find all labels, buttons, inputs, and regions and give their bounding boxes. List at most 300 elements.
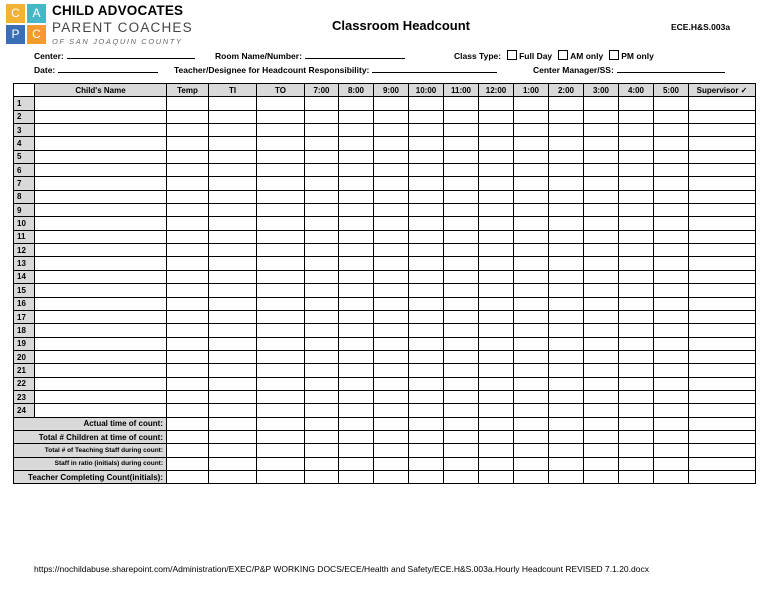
entry-cell[interactable]	[514, 177, 549, 190]
entry-cell[interactable]	[167, 364, 209, 377]
entry-cell[interactable]	[209, 324, 257, 337]
entry-cell[interactable]	[409, 244, 444, 257]
entry-cell[interactable]	[444, 377, 479, 390]
entry-cell[interactable]	[209, 364, 257, 377]
entry-cell[interactable]	[339, 337, 374, 350]
entry-cell[interactable]	[209, 190, 257, 203]
entry-cell[interactable]	[689, 310, 756, 323]
entry-cell[interactable]	[654, 257, 689, 270]
entry-cell[interactable]	[619, 390, 654, 403]
summary-cell[interactable]	[689, 470, 756, 483]
entry-cell[interactable]	[257, 164, 305, 177]
summary-cell[interactable]	[479, 470, 514, 483]
entry-cell[interactable]	[689, 404, 756, 417]
entry-cell[interactable]	[257, 337, 305, 350]
entry-cell[interactable]	[654, 230, 689, 243]
entry-cell[interactable]	[689, 124, 756, 137]
entry-cell[interactable]	[654, 124, 689, 137]
entry-cell[interactable]	[374, 297, 409, 310]
entry-cell[interactable]	[374, 217, 409, 230]
summary-cell[interactable]	[514, 457, 549, 470]
entry-cell[interactable]	[35, 270, 167, 283]
summary-cell[interactable]	[444, 417, 479, 430]
entry-cell[interactable]	[549, 137, 584, 150]
entry-cell[interactable]	[549, 297, 584, 310]
entry-cell[interactable]	[444, 390, 479, 403]
entry-cell[interactable]	[409, 297, 444, 310]
entry-cell[interactable]	[584, 377, 619, 390]
summary-cell[interactable]	[305, 470, 339, 483]
entry-cell[interactable]	[339, 190, 374, 203]
entry-cell[interactable]	[305, 350, 339, 363]
summary-cell[interactable]	[654, 417, 689, 430]
summary-cell[interactable]	[654, 457, 689, 470]
entry-cell[interactable]	[689, 297, 756, 310]
entry-cell[interactable]	[257, 297, 305, 310]
entry-cell[interactable]	[654, 337, 689, 350]
entry-cell[interactable]	[209, 257, 257, 270]
entry-cell[interactable]	[209, 337, 257, 350]
entry-cell[interactable]	[689, 244, 756, 257]
summary-cell[interactable]	[339, 444, 374, 457]
entry-cell[interactable]	[479, 364, 514, 377]
entry-cell[interactable]	[257, 217, 305, 230]
summary-cell[interactable]	[374, 444, 409, 457]
entry-cell[interactable]	[444, 204, 479, 217]
entry-cell[interactable]	[654, 350, 689, 363]
entry-cell[interactable]	[209, 230, 257, 243]
summary-cell[interactable]	[257, 457, 305, 470]
entry-cell[interactable]	[584, 284, 619, 297]
entry-cell[interactable]	[167, 230, 209, 243]
entry-cell[interactable]	[167, 377, 209, 390]
entry-cell[interactable]	[514, 230, 549, 243]
entry-cell[interactable]	[167, 124, 209, 137]
summary-cell[interactable]	[409, 470, 444, 483]
entry-cell[interactable]	[374, 310, 409, 323]
summary-cell[interactable]	[409, 444, 444, 457]
entry-cell[interactable]	[305, 177, 339, 190]
entry-cell[interactable]	[584, 164, 619, 177]
summary-cell[interactable]	[305, 444, 339, 457]
entry-cell[interactable]	[479, 324, 514, 337]
center-blank[interactable]	[67, 50, 195, 59]
entry-cell[interactable]	[689, 390, 756, 403]
entry-cell[interactable]	[549, 230, 584, 243]
entry-cell[interactable]	[305, 284, 339, 297]
entry-cell[interactable]	[257, 204, 305, 217]
entry-cell[interactable]	[654, 204, 689, 217]
summary-cell[interactable]	[305, 430, 339, 443]
entry-cell[interactable]	[167, 137, 209, 150]
entry-cell[interactable]	[654, 164, 689, 177]
entry-cell[interactable]	[35, 110, 167, 123]
entry-cell[interactable]	[619, 324, 654, 337]
entry-cell[interactable]	[35, 217, 167, 230]
entry-cell[interactable]	[339, 284, 374, 297]
entry-cell[interactable]	[689, 164, 756, 177]
entry-cell[interactable]	[374, 364, 409, 377]
entry-cell[interactable]	[584, 324, 619, 337]
entry-cell[interactable]	[444, 217, 479, 230]
entry-cell[interactable]	[374, 97, 409, 110]
summary-cell[interactable]	[209, 470, 257, 483]
entry-cell[interactable]	[409, 150, 444, 163]
summary-cell[interactable]	[374, 417, 409, 430]
entry-cell[interactable]	[689, 257, 756, 270]
summary-cell[interactable]	[549, 417, 584, 430]
entry-cell[interactable]	[305, 217, 339, 230]
entry-cell[interactable]	[479, 390, 514, 403]
entry-cell[interactable]	[305, 297, 339, 310]
entry-cell[interactable]	[444, 310, 479, 323]
entry-cell[interactable]	[35, 324, 167, 337]
entry-cell[interactable]	[619, 377, 654, 390]
entry-cell[interactable]	[339, 310, 374, 323]
entry-cell[interactable]	[35, 257, 167, 270]
entry-cell[interactable]	[339, 97, 374, 110]
entry-cell[interactable]	[619, 137, 654, 150]
entry-cell[interactable]	[209, 177, 257, 190]
entry-cell[interactable]	[374, 230, 409, 243]
entry-cell[interactable]	[514, 150, 549, 163]
summary-cell[interactable]	[514, 444, 549, 457]
entry-cell[interactable]	[35, 230, 167, 243]
entry-cell[interactable]	[689, 337, 756, 350]
entry-cell[interactable]	[257, 404, 305, 417]
entry-cell[interactable]	[409, 377, 444, 390]
entry-cell[interactable]	[374, 110, 409, 123]
entry-cell[interactable]	[549, 97, 584, 110]
summary-cell[interactable]	[549, 444, 584, 457]
entry-cell[interactable]	[619, 164, 654, 177]
entry-cell[interactable]	[167, 337, 209, 350]
summary-cell[interactable]	[619, 457, 654, 470]
summary-cell[interactable]	[167, 470, 209, 483]
entry-cell[interactable]	[35, 297, 167, 310]
summary-cell[interactable]	[409, 430, 444, 443]
entry-cell[interactable]	[409, 97, 444, 110]
entry-cell[interactable]	[619, 217, 654, 230]
entry-cell[interactable]	[584, 137, 619, 150]
entry-cell[interactable]	[584, 190, 619, 203]
entry-cell[interactable]	[514, 244, 549, 257]
entry-cell[interactable]	[479, 404, 514, 417]
entry-cell[interactable]	[479, 97, 514, 110]
manager-field[interactable]	[533, 64, 725, 75]
entry-cell[interactable]	[339, 244, 374, 257]
entry-cell[interactable]	[549, 284, 584, 297]
entry-cell[interactable]	[479, 190, 514, 203]
entry-cell[interactable]	[305, 337, 339, 350]
entry-cell[interactable]	[514, 110, 549, 123]
summary-cell[interactable]	[584, 430, 619, 443]
entry-cell[interactable]	[167, 217, 209, 230]
entry-cell[interactable]	[35, 337, 167, 350]
entry-cell[interactable]	[35, 364, 167, 377]
entry-cell[interactable]	[654, 310, 689, 323]
entry-cell[interactable]	[689, 270, 756, 283]
entry-cell[interactable]	[167, 110, 209, 123]
entry-cell[interactable]	[514, 284, 549, 297]
manager-blank[interactable]	[617, 64, 725, 73]
entry-cell[interactable]	[339, 177, 374, 190]
summary-cell[interactable]	[479, 457, 514, 470]
entry-cell[interactable]	[689, 217, 756, 230]
entry-cell[interactable]	[549, 164, 584, 177]
entry-cell[interactable]	[479, 284, 514, 297]
entry-cell[interactable]	[514, 124, 549, 137]
entry-cell[interactable]	[209, 310, 257, 323]
entry-cell[interactable]	[619, 204, 654, 217]
summary-cell[interactable]	[167, 457, 209, 470]
entry-cell[interactable]	[305, 364, 339, 377]
entry-cell[interactable]	[479, 310, 514, 323]
entry-cell[interactable]	[584, 244, 619, 257]
entry-cell[interactable]	[409, 270, 444, 283]
entry-cell[interactable]	[305, 110, 339, 123]
entry-cell[interactable]	[35, 164, 167, 177]
entry-cell[interactable]	[167, 284, 209, 297]
entry-cell[interactable]	[479, 297, 514, 310]
summary-cell[interactable]	[257, 430, 305, 443]
summary-cell[interactable]	[209, 417, 257, 430]
summary-cell[interactable]	[444, 430, 479, 443]
entry-cell[interactable]	[619, 97, 654, 110]
entry-cell[interactable]	[409, 230, 444, 243]
summary-cell[interactable]	[584, 470, 619, 483]
entry-cell[interactable]	[479, 177, 514, 190]
summary-cell[interactable]	[339, 417, 374, 430]
entry-cell[interactable]	[619, 150, 654, 163]
entry-cell[interactable]	[339, 204, 374, 217]
entry-cell[interactable]	[35, 150, 167, 163]
entry-cell[interactable]	[257, 137, 305, 150]
entry-cell[interactable]	[514, 257, 549, 270]
entry-cell[interactable]	[654, 217, 689, 230]
summary-cell[interactable]	[167, 444, 209, 457]
entry-cell[interactable]	[514, 164, 549, 177]
entry-cell[interactable]	[409, 137, 444, 150]
entry-cell[interactable]	[305, 230, 339, 243]
entry-cell[interactable]	[619, 270, 654, 283]
entry-cell[interactable]	[584, 177, 619, 190]
entry-cell[interactable]	[619, 404, 654, 417]
entry-cell[interactable]	[409, 204, 444, 217]
entry-cell[interactable]	[689, 177, 756, 190]
entry-cell[interactable]	[654, 150, 689, 163]
entry-cell[interactable]	[479, 244, 514, 257]
entry-cell[interactable]	[305, 150, 339, 163]
entry-cell[interactable]	[409, 190, 444, 203]
entry-cell[interactable]	[257, 124, 305, 137]
entry-cell[interactable]	[619, 257, 654, 270]
entry-cell[interactable]	[339, 377, 374, 390]
entry-cell[interactable]	[374, 164, 409, 177]
entry-cell[interactable]	[584, 110, 619, 123]
entry-cell[interactable]	[209, 377, 257, 390]
entry-cell[interactable]	[619, 284, 654, 297]
entry-cell[interactable]	[257, 364, 305, 377]
entry-cell[interactable]	[444, 324, 479, 337]
entry-cell[interactable]	[444, 97, 479, 110]
full-day-checkbox[interactable]	[507, 50, 517, 60]
summary-cell[interactable]	[479, 430, 514, 443]
entry-cell[interactable]	[35, 204, 167, 217]
summary-cell[interactable]	[339, 470, 374, 483]
summary-cell[interactable]	[654, 444, 689, 457]
entry-cell[interactable]	[654, 110, 689, 123]
entry-cell[interactable]	[339, 270, 374, 283]
entry-cell[interactable]	[654, 324, 689, 337]
entry-cell[interactable]	[444, 164, 479, 177]
entry-cell[interactable]	[374, 190, 409, 203]
summary-cell[interactable]	[409, 417, 444, 430]
entry-cell[interactable]	[549, 124, 584, 137]
summary-cell[interactable]	[479, 417, 514, 430]
entry-cell[interactable]	[339, 404, 374, 417]
summary-cell[interactable]	[339, 457, 374, 470]
entry-cell[interactable]	[444, 244, 479, 257]
entry-cell[interactable]	[444, 270, 479, 283]
entry-cell[interactable]	[305, 404, 339, 417]
entry-cell[interactable]	[209, 150, 257, 163]
entry-cell[interactable]	[209, 404, 257, 417]
entry-cell[interactable]	[167, 350, 209, 363]
summary-cell[interactable]	[444, 457, 479, 470]
entry-cell[interactable]	[549, 310, 584, 323]
entry-cell[interactable]	[409, 177, 444, 190]
entry-cell[interactable]	[257, 377, 305, 390]
entry-cell[interactable]	[339, 350, 374, 363]
entry-cell[interactable]	[444, 230, 479, 243]
entry-cell[interactable]	[444, 297, 479, 310]
entry-cell[interactable]	[444, 350, 479, 363]
summary-cell[interactable]	[167, 430, 209, 443]
entry-cell[interactable]	[479, 124, 514, 137]
entry-cell[interactable]	[167, 270, 209, 283]
entry-cell[interactable]	[257, 390, 305, 403]
summary-cell[interactable]	[584, 457, 619, 470]
entry-cell[interactable]	[514, 337, 549, 350]
summary-cell[interactable]	[654, 430, 689, 443]
date-blank[interactable]	[58, 64, 158, 73]
entry-cell[interactable]	[514, 217, 549, 230]
pm-only-checkbox[interactable]	[609, 50, 619, 60]
entry-cell[interactable]	[409, 164, 444, 177]
entry-cell[interactable]	[339, 257, 374, 270]
summary-cell[interactable]	[339, 430, 374, 443]
entry-cell[interactable]	[444, 284, 479, 297]
entry-cell[interactable]	[35, 124, 167, 137]
entry-cell[interactable]	[339, 217, 374, 230]
entry-cell[interactable]	[584, 257, 619, 270]
summary-cell[interactable]	[689, 417, 756, 430]
entry-cell[interactable]	[584, 270, 619, 283]
entry-cell[interactable]	[584, 297, 619, 310]
entry-cell[interactable]	[35, 137, 167, 150]
entry-cell[interactable]	[35, 350, 167, 363]
entry-cell[interactable]	[305, 164, 339, 177]
entry-cell[interactable]	[409, 217, 444, 230]
entry-cell[interactable]	[409, 364, 444, 377]
entry-cell[interactable]	[257, 190, 305, 203]
entry-cell[interactable]	[374, 377, 409, 390]
entry-cell[interactable]	[479, 230, 514, 243]
room-field[interactable]	[215, 50, 405, 61]
entry-cell[interactable]	[167, 257, 209, 270]
entry-cell[interactable]	[409, 124, 444, 137]
entry-cell[interactable]	[209, 97, 257, 110]
entry-cell[interactable]	[619, 177, 654, 190]
entry-cell[interactable]	[549, 150, 584, 163]
summary-cell[interactable]	[549, 430, 584, 443]
entry-cell[interactable]	[35, 244, 167, 257]
entry-cell[interactable]	[209, 124, 257, 137]
am-only-checkbox[interactable]	[558, 50, 568, 60]
entry-cell[interactable]	[619, 337, 654, 350]
entry-cell[interactable]	[514, 350, 549, 363]
entry-cell[interactable]	[654, 284, 689, 297]
entry-cell[interactable]	[409, 324, 444, 337]
summary-cell[interactable]	[305, 417, 339, 430]
entry-cell[interactable]	[654, 177, 689, 190]
entry-cell[interactable]	[514, 270, 549, 283]
entry-cell[interactable]	[584, 310, 619, 323]
entry-cell[interactable]	[339, 297, 374, 310]
summary-cell[interactable]	[209, 457, 257, 470]
summary-cell[interactable]	[619, 470, 654, 483]
entry-cell[interactable]	[514, 364, 549, 377]
entry-cell[interactable]	[549, 204, 584, 217]
entry-cell[interactable]	[549, 177, 584, 190]
entry-cell[interactable]	[209, 137, 257, 150]
entry-cell[interactable]	[209, 390, 257, 403]
entry-cell[interactable]	[339, 390, 374, 403]
entry-cell[interactable]	[167, 150, 209, 163]
entry-cell[interactable]	[584, 230, 619, 243]
entry-cell[interactable]	[619, 364, 654, 377]
entry-cell[interactable]	[584, 97, 619, 110]
summary-cell[interactable]	[584, 417, 619, 430]
entry-cell[interactable]	[654, 190, 689, 203]
entry-cell[interactable]	[167, 310, 209, 323]
entry-cell[interactable]	[409, 390, 444, 403]
entry-cell[interactable]	[409, 110, 444, 123]
entry-cell[interactable]	[305, 190, 339, 203]
entry-cell[interactable]	[167, 390, 209, 403]
summary-cell[interactable]	[689, 444, 756, 457]
entry-cell[interactable]	[619, 297, 654, 310]
entry-cell[interactable]	[35, 284, 167, 297]
summary-cell[interactable]	[167, 417, 209, 430]
entry-cell[interactable]	[374, 137, 409, 150]
entry-cell[interactable]	[549, 270, 584, 283]
entry-cell[interactable]	[35, 404, 167, 417]
entry-cell[interactable]	[514, 190, 549, 203]
entry-cell[interactable]	[479, 270, 514, 283]
summary-cell[interactable]	[374, 430, 409, 443]
entry-cell[interactable]	[549, 244, 584, 257]
summary-cell[interactable]	[689, 457, 756, 470]
entry-cell[interactable]	[549, 377, 584, 390]
summary-cell[interactable]	[209, 430, 257, 443]
summary-cell[interactable]	[619, 430, 654, 443]
entry-cell[interactable]	[479, 217, 514, 230]
summary-cell[interactable]	[209, 444, 257, 457]
entry-cell[interactable]	[689, 150, 756, 163]
entry-cell[interactable]	[584, 150, 619, 163]
